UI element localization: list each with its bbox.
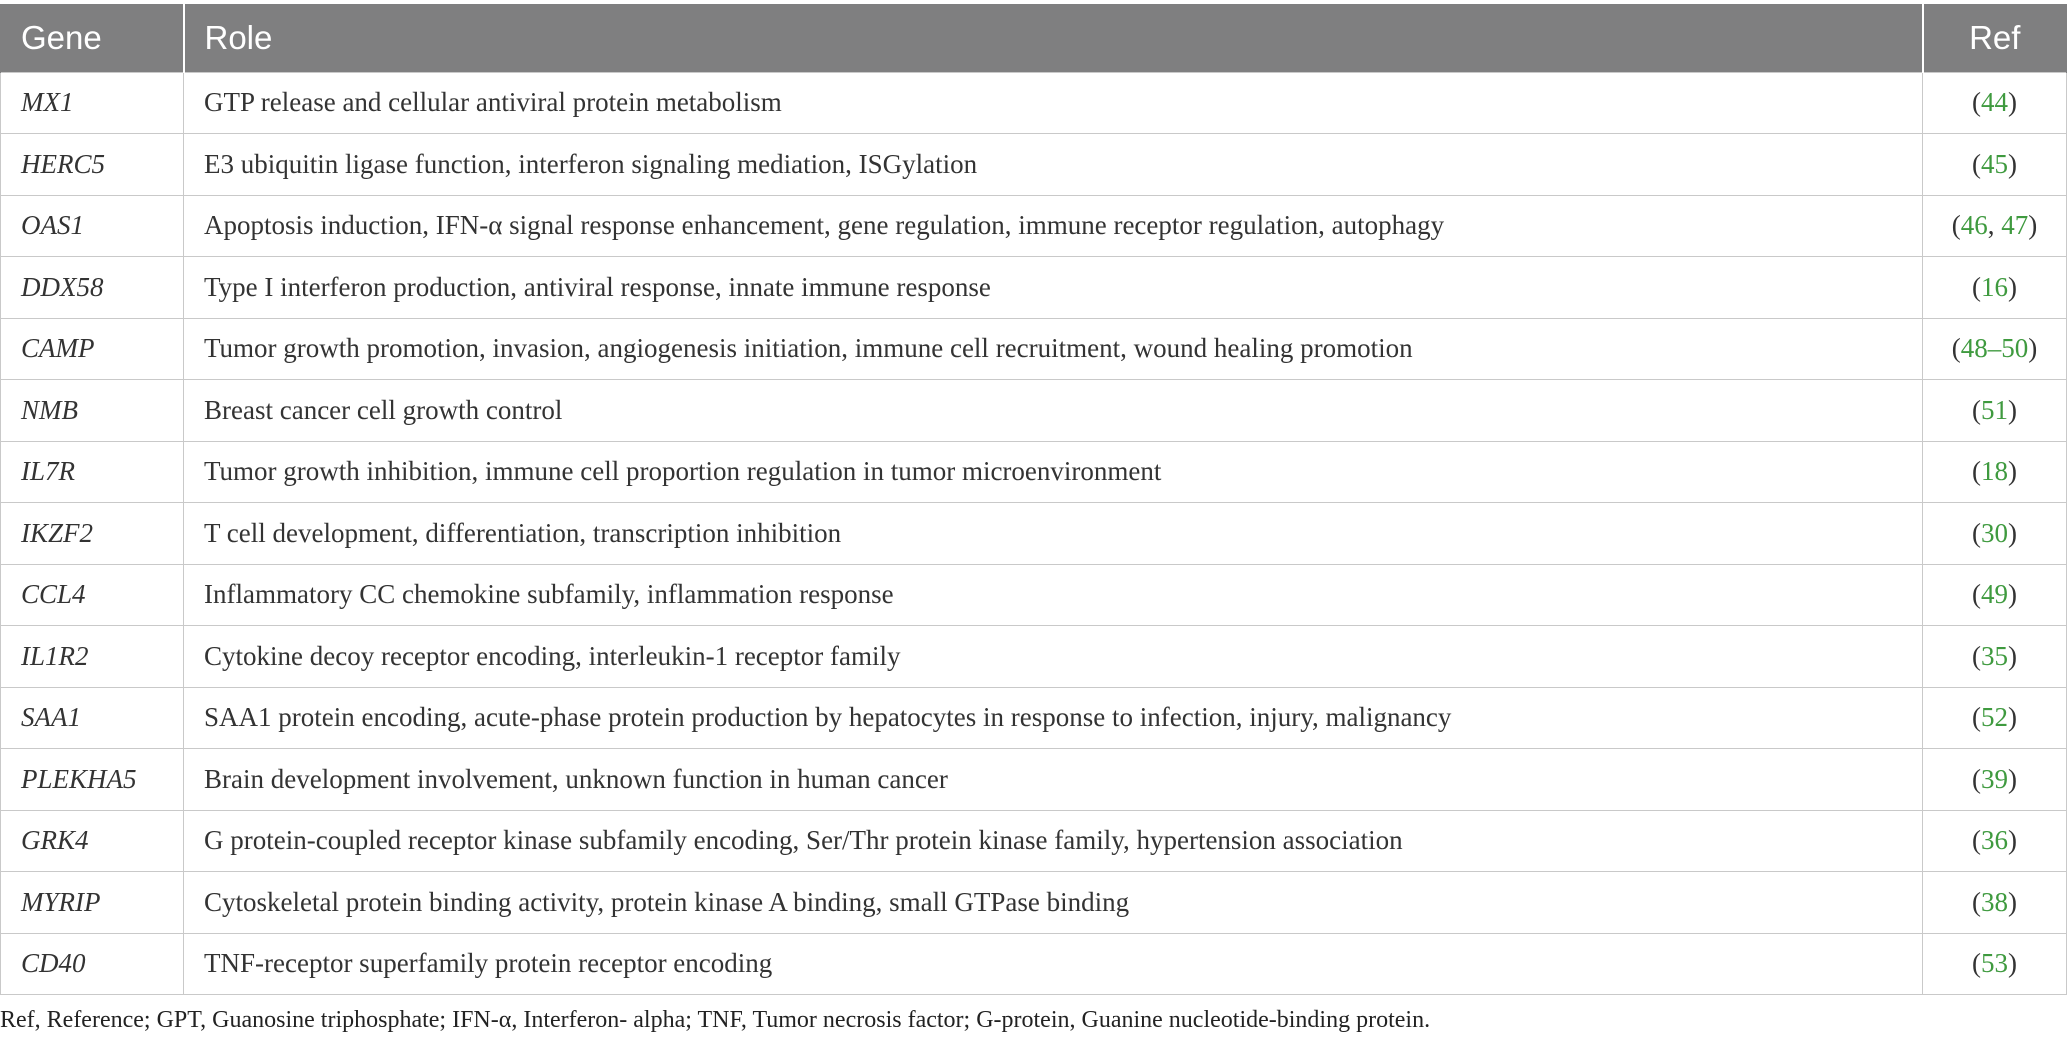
gene-cell: CCL4	[1, 564, 184, 626]
gene-cell: CAMP	[1, 318, 184, 380]
ref-link[interactable]: 48	[1960, 333, 1988, 364]
table-row	[1, 318, 2067, 380]
ref-close-paren: )	[2008, 394, 2017, 425]
ref-cell	[1923, 810, 2067, 872]
ref-cell	[1923, 687, 2067, 749]
ref-link[interactable]: 46	[1960, 210, 1988, 241]
table-row	[1, 872, 2067, 934]
ref-cell	[1923, 626, 2067, 688]
table-row	[1, 380, 2067, 442]
ref-close-paren: )	[2028, 210, 2038, 241]
ref-cell	[1923, 503, 2067, 565]
role-cell: Tumor growth inhibition, immune cell proportion regulation in tumor microenvironment	[184, 441, 1923, 503]
ref-cell	[1923, 195, 2067, 257]
ref-close-paren: )	[2028, 333, 2038, 364]
gene-cell: MX1	[1, 72, 184, 134]
table-row	[1, 134, 2067, 196]
ref-close-paren: )	[2008, 640, 2017, 671]
role-cell: Tumor growth promotion, invasion, angiogenesis initiation, immune cell recruitment, wound healing promotion	[184, 318, 1923, 380]
ref-cell	[1923, 318, 2067, 380]
role-cell: SAA1 protein encoding, acute-phase protein production by hepatocytes in response to infection, injury, malignancy	[184, 687, 1923, 749]
table-row	[1, 195, 2067, 257]
ref-cell	[1923, 257, 2067, 319]
ref-open-paren: (	[1972, 763, 1981, 794]
ref-link[interactable]: 49	[1981, 579, 2008, 610]
role-cell: Breast cancer cell growth control	[184, 380, 1923, 442]
table-body	[1, 72, 2067, 995]
header-role: Role	[184, 4, 1923, 72]
gene-cell: IL1R2	[1, 626, 184, 688]
ref-close-paren: )	[2008, 886, 2017, 917]
ref-close-paren: )	[2008, 702, 2017, 733]
ref-close-paren: )	[2008, 948, 2017, 979]
ref-cell	[1923, 380, 2067, 442]
table-row	[1, 503, 2067, 565]
gene-cell: OAS1	[1, 195, 184, 257]
role-cell: E3 ubiquitin ligase function, interferon signaling mediation, ISGylation	[184, 134, 1923, 196]
ref-link[interactable]: 45	[1981, 148, 2008, 179]
table-row	[1, 626, 2067, 688]
gene-cell: MYRIP	[1, 872, 184, 934]
header-ref: Ref	[1923, 4, 2067, 72]
ref-cell	[1923, 749, 2067, 811]
role-cell: G protein-coupled receptor kinase subfamily encoding, Ser/Thr protein kinase family, hypertension association	[184, 810, 1923, 872]
gene-cell: SAA1	[1, 687, 184, 749]
ref-cell	[1923, 72, 2067, 134]
ref-open-paren: (	[1972, 456, 1981, 487]
ref-cell	[1923, 933, 2067, 995]
table-row	[1, 933, 2067, 995]
ref-link[interactable]: 47	[2001, 210, 2029, 241]
ref-open-paren: (	[1972, 517, 1981, 548]
gene-cell: IL7R	[1, 441, 184, 503]
role-cell: Type I interferon production, antiviral response, innate immune response	[184, 257, 1923, 319]
ref-close-paren: )	[2008, 825, 2017, 856]
role-cell: Brain development involvement, unknown function in human cancer	[184, 749, 1923, 811]
ref-close-paren: )	[2008, 87, 2017, 118]
header-gene: Gene	[1, 4, 184, 72]
ref-link[interactable]: 39	[1981, 763, 2008, 794]
ref-link[interactable]: 51	[1981, 394, 2008, 425]
ref-link[interactable]: 36	[1981, 825, 2008, 856]
ref-cell	[1923, 134, 2067, 196]
ref-close-paren: )	[2008, 271, 2017, 302]
ref-close-paren: )	[2008, 456, 2017, 487]
ref-open-paren: (	[1972, 271, 1981, 302]
table-footnote: Ref, Reference; GPT, Guanosine triphosphate; IFN-α, Interferon- alpha; TNF, Tumor necrosis factor; G-protein, Guanine nucleotide-binding protein.	[0, 1007, 1431, 1033]
ref-open-paren: (	[1951, 210, 1961, 241]
gene-cell: PLEKHA5	[1, 749, 184, 811]
table-row	[1, 441, 2067, 503]
role-cell: TNF-receptor superfamily protein receptor encoding	[184, 933, 1923, 995]
ref-link[interactable]: 35	[1981, 640, 2008, 671]
ref-open-paren: (	[1972, 640, 1981, 671]
role-cell: Cytoskeletal protein binding activity, protein kinase A binding, small GTPase binding	[184, 872, 1923, 934]
ref-link[interactable]: 30	[1981, 517, 2008, 548]
gene-cell: IKZF2	[1, 503, 184, 565]
ref-separator: –	[1987, 333, 2002, 364]
ref-close-paren: )	[2008, 517, 2017, 548]
ref-open-paren: (	[1972, 87, 1981, 118]
ref-cell	[1923, 564, 2067, 626]
role-cell: Cytokine decoy receptor encoding, interleukin-1 receptor family	[184, 626, 1923, 688]
ref-open-paren: (	[1972, 394, 1981, 425]
role-cell: GTP release and cellular antiviral protein metabolism	[184, 72, 1923, 134]
ref-link[interactable]: 16	[1981, 271, 2008, 302]
table-row	[1, 257, 2067, 319]
gene-cell: CD40	[1, 933, 184, 995]
ref-open-paren: (	[1972, 948, 1981, 979]
ref-open-paren: (	[1972, 702, 1981, 733]
gene-cell: DDX58	[1, 257, 184, 319]
ref-open-paren: (	[1972, 579, 1981, 610]
gene-cell: GRK4	[1, 810, 184, 872]
ref-open-paren: (	[1972, 825, 1981, 856]
table-row	[1, 687, 2067, 749]
ref-link[interactable]: 44	[1981, 87, 2008, 118]
ref-cell	[1923, 872, 2067, 934]
table-header-row	[1, 4, 2067, 72]
ref-close-paren: )	[2008, 579, 2017, 610]
table-row	[1, 810, 2067, 872]
table-row	[1, 564, 2067, 626]
ref-separator: ,	[1987, 210, 2002, 241]
ref-close-paren: )	[2008, 763, 2017, 794]
table-row	[1, 72, 2067, 134]
ref-cell	[1923, 441, 2067, 503]
ref-link[interactable]: 52	[1981, 702, 2008, 733]
ref-open-paren: (	[1951, 333, 1961, 364]
role-cell: Inflammatory CC chemokine subfamily, inflammation response	[184, 564, 1923, 626]
gene-cell: HERC5	[1, 134, 184, 196]
ref-link[interactable]: 18	[1981, 456, 2008, 487]
gene-role-table	[0, 4, 2067, 995]
ref-open-paren: (	[1972, 886, 1981, 917]
ref-open-paren: (	[1972, 148, 1981, 179]
ref-link[interactable]: 53	[1981, 948, 2008, 979]
ref-link[interactable]: 38	[1981, 886, 2008, 917]
role-cell: Apoptosis induction, IFN-α signal response enhancement, gene regulation, immune receptor regulation, autophagy	[184, 195, 1923, 257]
ref-close-paren: )	[2008, 148, 2017, 179]
role-cell: T cell development, differentiation, transcription inhibition	[184, 503, 1923, 565]
gene-role-table-container	[0, 4, 2067, 995]
gene-cell: NMB	[1, 380, 184, 442]
table-row	[1, 749, 2067, 811]
ref-link[interactable]: 50	[2001, 333, 2029, 364]
